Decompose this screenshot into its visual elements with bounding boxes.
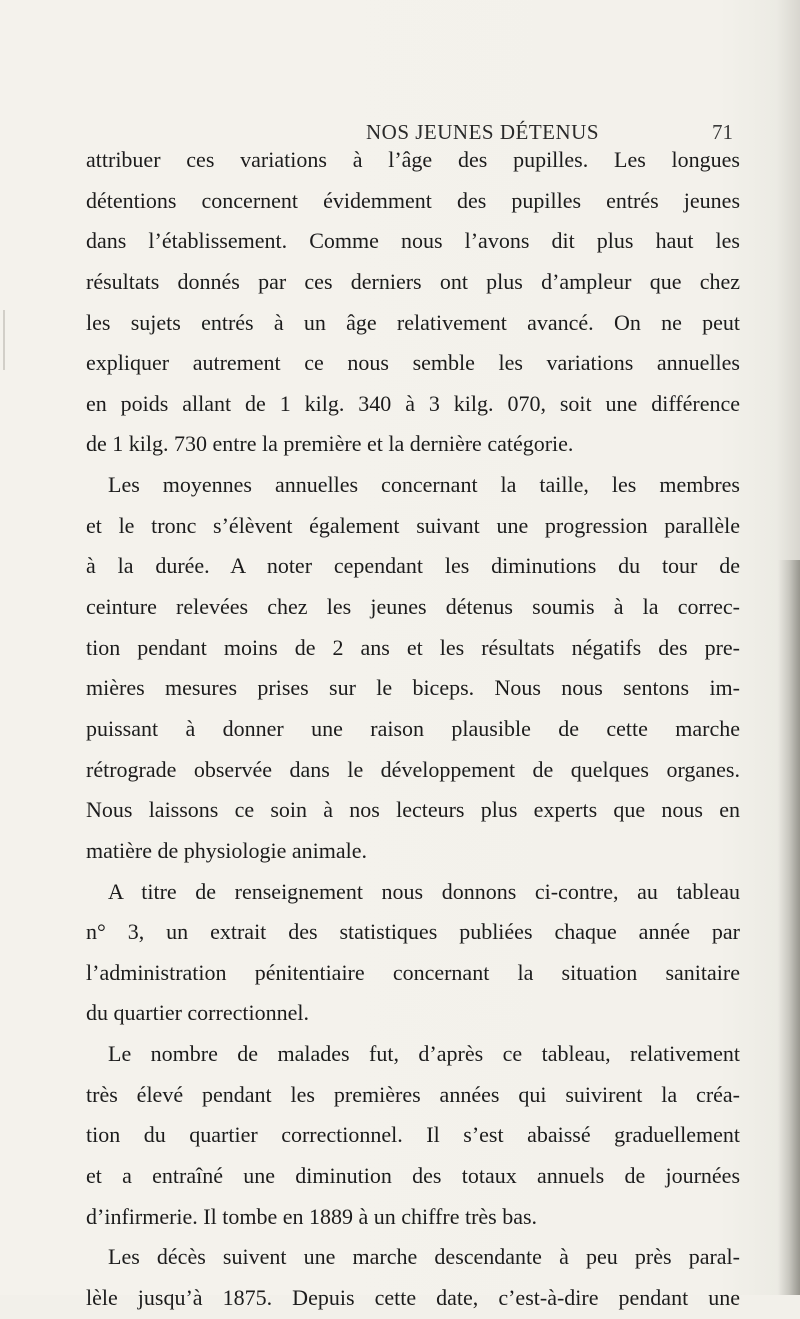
text-line: et le tronc s’élèvent également suivant une progression parallèle xyxy=(86,512,740,538)
text-line: attribuer ces variations à l’âge des pupilles. Les longues xyxy=(86,147,740,172)
running-title: NOS JEUNES DÉTENUS xyxy=(366,120,600,144)
text-line: très élevé pendant les premières années qui suivirent la créa- xyxy=(86,1081,740,1107)
page-edge-shadow xyxy=(778,560,800,1295)
text-line: tion du quartier correctionnel. Il s’est abaissé graduellement xyxy=(86,1122,740,1148)
text-line: puissant à donner une raison plausible de cette marche xyxy=(86,715,740,741)
page-number: 71 xyxy=(712,120,733,144)
text-line: Les décès suivent une marche descendante à peu près paral- xyxy=(108,1244,740,1270)
text-line: dans l’établissement. Comme nous l’avons dit plus haut les xyxy=(86,228,740,254)
text-line: l’administration pénitentiaire concernant la situation sanitaire xyxy=(86,959,740,985)
text-line: n° 3, un extrait des statistiques publiées chaque année par xyxy=(86,919,740,945)
text-line: Les moyennes annuelles concernant la taille, les membres xyxy=(108,472,740,498)
text-line: en poids allant de 1 kilg. 340 à 3 kilg. 070, soit une différence xyxy=(86,390,740,416)
text-line: expliquer autrement ce nous semble les variations annuelles xyxy=(86,350,740,376)
text-line: A titre de renseignement nous donnons ci-contre, au tableau xyxy=(108,878,740,904)
text-line: résultats donnés par ces derniers ont plus d’ampleur que chez xyxy=(86,268,740,294)
margin-mark xyxy=(3,310,5,370)
text-line: rétrograde observée dans le développement de quelques organes. xyxy=(86,756,740,782)
text-line: à la durée. A noter cependant les diminutions du tour de xyxy=(86,553,740,579)
text-line: les sujets entrés à un âge relativement avancé. On ne peut xyxy=(86,309,740,335)
text-line: Nous laissons ce soin à nos lecteurs plus experts que nous en xyxy=(86,797,740,823)
text-line: du quartier correctionnel. xyxy=(86,1000,309,1026)
text-line: d’infirmerie. Il tombe en 1889 à un chiffre très bas. xyxy=(86,1203,538,1229)
text-line: ceinture relevées chez les jeunes détenus soumis à la correc- xyxy=(86,594,740,620)
text-line: Le nombre de malades fut, d’après ce tableau, relativement xyxy=(108,1041,740,1067)
text-line: détentions concernent évidemment des pupilles entrés jeunes xyxy=(86,187,740,213)
text-line: de 1 kilg. 730 entre la première et la dernière catégorie. xyxy=(86,431,574,457)
text-line: matière de physiologie animale. xyxy=(86,837,368,863)
text-line: mières mesures prises sur le biceps. Nous nous sentons im- xyxy=(86,675,740,701)
text-line: et a entraîné une diminution des totaux annuels de journées xyxy=(86,1163,740,1189)
text-line: tion pendant moins de 2 ans et les résultats négatifs des pre- xyxy=(86,634,740,660)
text-line: lèle jusqu’à 1875. Depuis cette date, c’est-à-dire pendant une xyxy=(86,1284,740,1310)
body-text xyxy=(86,140,740,1319)
